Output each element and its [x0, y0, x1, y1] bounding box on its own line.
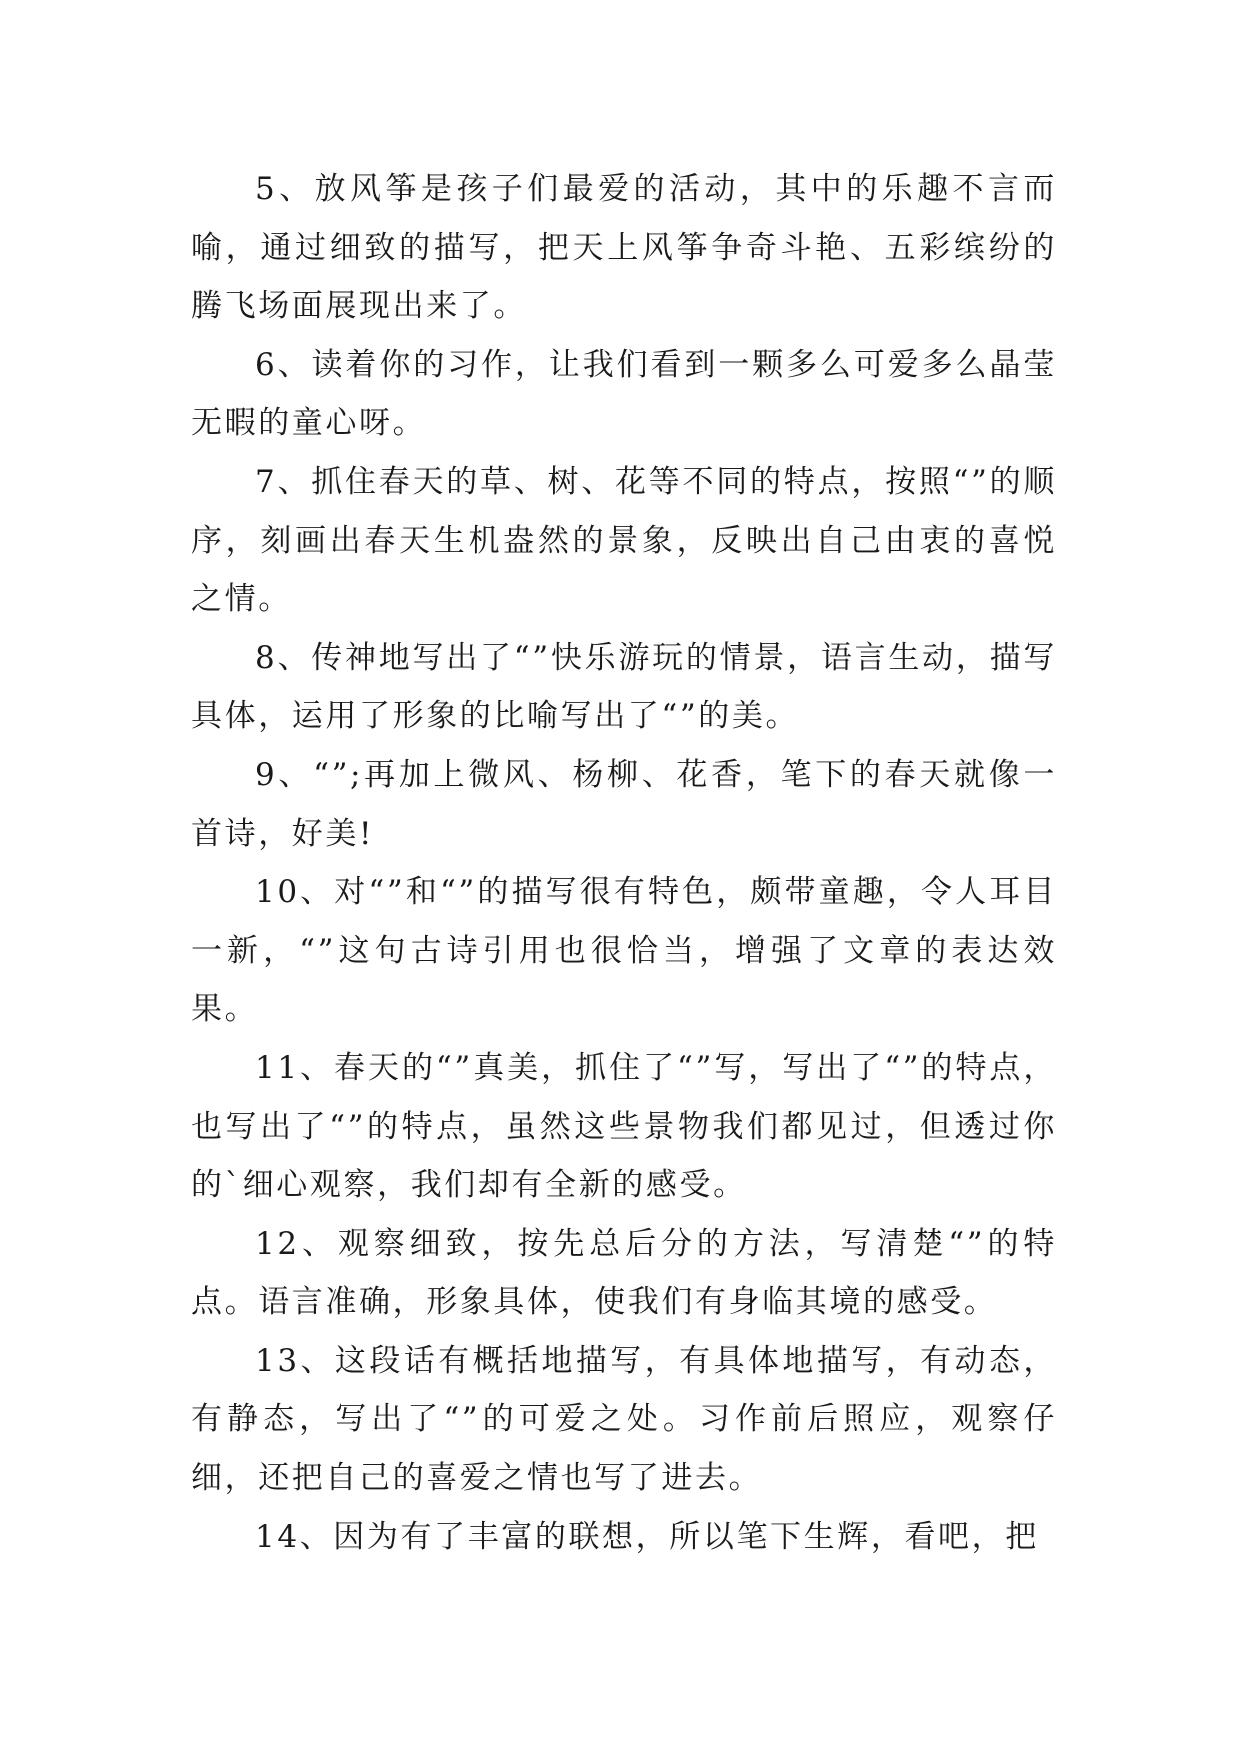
paragraph-6: 6、读着你的习作，让我们看到一颗多么可爱多么晶莹无暇的童心呀。 [191, 346, 1057, 442]
paragraph-14: 14、因为有了丰富的联想，所以笔下生辉，看吧，把 [255, 1518, 1039, 1555]
document-body [191, 160, 1057, 1566]
paragraph-5: 5、放风筝是孩子们最爱的活动，其中的乐趣不言而喻，通过细致的描写，把天上风筝争奇斗艳、五彩缤纷的腾飞场面展现出来了。 [191, 171, 1057, 325]
paragraph-9: 9、“”;再加上微风、杨柳、花香，笔下的春天就像一首诗，好美! [191, 756, 1057, 852]
paragraph-12: 12、观察细致，按先总后分的方法，写清楚“”的特点。语言准确，形象具体，使我们有身临其境的感受。 [191, 1225, 1057, 1321]
paragraph-10: 10、对“”和“”的描写很有特色，颇带童趣，令人耳目一新，“”这句古诗引用也很恰当，增强了文章的表达效果。 [191, 874, 1057, 1028]
paragraph-13: 13、这段话有概括地描写，有具体地描写，有动态，有静态，写出了“”的可爱之处。习作前后照应，观察仔细，还把自己的喜爱之情也写了进去。 [191, 1342, 1057, 1497]
paragraph-7: 7、抓住春天的草、树、花等不同的特点，按照“”的顺序，刻画出春天生机盎然的景象，反映出自己由衷的喜悦之情。 [191, 463, 1057, 618]
paragraph-8: 8、传神地写出了“”快乐游玩的情景，语言生动，描写具体，运用了形象的比喻写出了“”的美。 [191, 639, 1057, 735]
paragraph-11: 11、春天的“”真美，抓住了“”写，写出了“”的特点，也写出了“”的特点，虽然这些景物我们都见过，但透过你的`细心观察，我们却有全新的感受。 [191, 1049, 1057, 1204]
